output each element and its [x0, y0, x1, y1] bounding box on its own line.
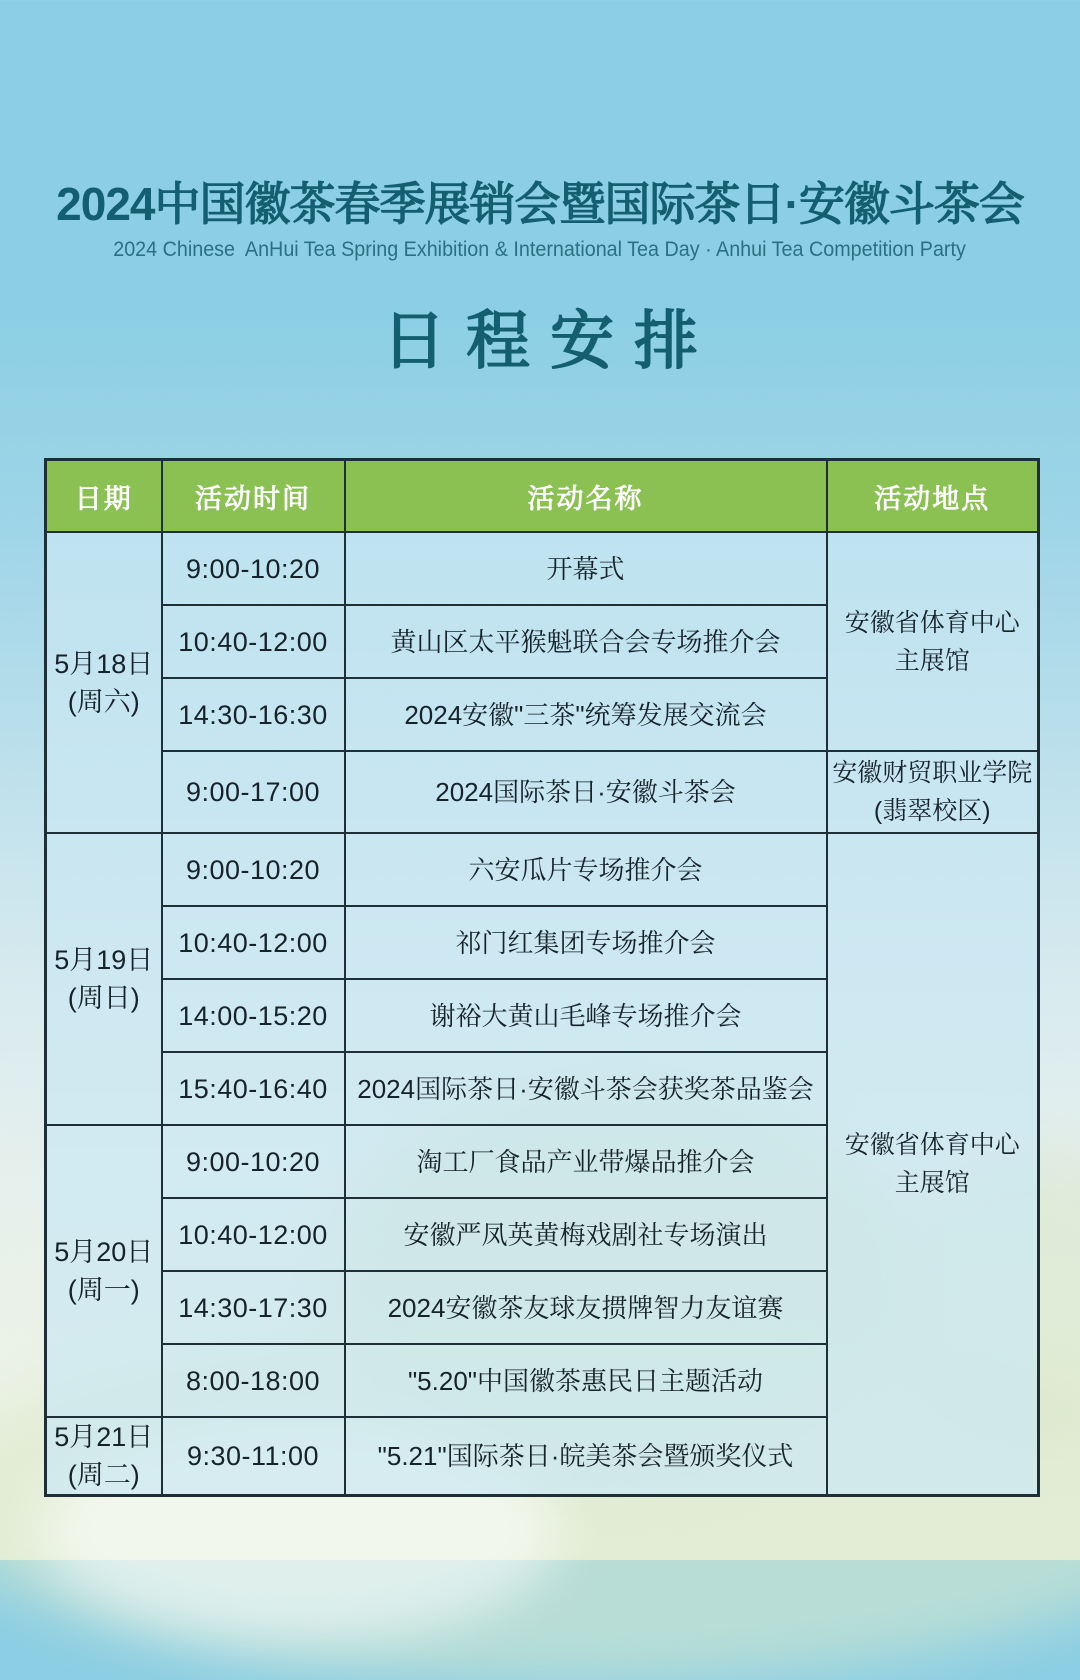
event-cell: "5.21"国际茶日·皖美茶会暨颁奖仪式 [345, 1417, 827, 1496]
time-cell: 9:00-10:20 [162, 833, 345, 906]
event-cell: 2024国际茶日·安徽斗茶会 [345, 751, 827, 833]
date-cell [46, 532, 162, 833]
event-cell: 开幕式 [345, 532, 827, 605]
col-header-time: 活动时间 [162, 460, 345, 533]
weekday-text: (周二) [67, 1460, 140, 1490]
table-row [46, 751, 1039, 833]
event-cell: 安徽严凤英黄梅戏剧社专场演出 [345, 1198, 827, 1271]
venue-line2: (翡翠校区) [873, 797, 991, 825]
date-text: 5月20日 [54, 1237, 154, 1267]
poster-title-en-text: 2024 Chinese AnHui Tea Spring Exhibition & International Tea Day · Anhui Tea Competition Party [113, 238, 967, 261]
venue-line2: 主展馆 [894, 1169, 970, 1197]
time-cell: 10:40-12:00 [162, 1198, 345, 1271]
schedule-table [44, 458, 1040, 1497]
table-row [46, 833, 1039, 906]
time-cell: 14:00-15:20 [162, 979, 345, 1052]
venue-line2: 主展馆 [894, 646, 970, 675]
time-cell: 10:40-12:00 [162, 605, 345, 678]
weekday-text: (周一) [67, 1275, 140, 1305]
venue-line1: 安徽财贸职业学院 [832, 759, 1033, 787]
time-cell: 8:00-18:00 [162, 1344, 345, 1417]
col-header-event: 活动名称 [345, 460, 827, 533]
time-cell: 15:40-16:40 [162, 1052, 345, 1125]
event-cell: 2024安徽"三茶"统筹发展交流会 [345, 678, 827, 751]
event-cell: 六安瓜片专场推介会 [345, 833, 827, 906]
time-cell: 9:00-17:00 [162, 751, 345, 833]
time-cell: 14:30-16:30 [162, 678, 345, 751]
event-cell: "5.20"中国徽茶惠民日主题活动 [345, 1344, 827, 1417]
event-cell: 黄山区太平猴魁联合会专场推介会 [345, 605, 827, 678]
event-cell: 2024安徽茶友球友掼牌智力友谊赛 [345, 1271, 827, 1344]
col-header-date: 日期 [46, 460, 162, 533]
table-header-row [46, 460, 1039, 533]
venue-cell [827, 751, 1039, 833]
time-cell: 9:30-11:00 [162, 1417, 345, 1496]
schedule-heading: 日程安排 [382, 305, 718, 377]
venue-line1: 安徽省体育中心 [844, 1131, 1020, 1159]
venue-line1: 安徽省体育中心 [844, 608, 1020, 637]
date-text: 5月18日 [54, 648, 154, 679]
time-cell: 9:00-10:20 [162, 532, 345, 605]
date-text: 5月19日 [54, 945, 154, 975]
poster-title-en [0, 238, 1080, 262]
event-cell: 祁门红集团专场推介会 [345, 906, 827, 979]
date-cell [46, 833, 162, 1125]
date-cell [46, 1417, 162, 1496]
time-cell: 10:40-12:00 [162, 906, 345, 979]
col-header-venue: 活动地点 [827, 460, 1039, 533]
venue-cell [827, 833, 1039, 1496]
table-row [46, 532, 1039, 605]
event-cell: 2024国际茶日·安徽斗茶会获奖茶品鉴会 [345, 1052, 827, 1125]
venue-cell [827, 532, 1039, 751]
weekday-text: (周日) [67, 983, 140, 1013]
date-text: 5月21日 [54, 1422, 154, 1452]
weekday-text: (周六) [67, 686, 140, 717]
event-cell: 谢裕大黄山毛峰专场推介会 [345, 979, 827, 1052]
poster-title-cn: 2024中国徽茶春季展销会暨国际茶日·安徽斗茶会 [56, 178, 1024, 230]
time-cell: 9:00-10:20 [162, 1125, 345, 1198]
date-cell [46, 1125, 162, 1417]
event-cell: 淘工厂食品产业带爆品推介会 [345, 1125, 827, 1198]
time-cell: 14:30-17:30 [162, 1271, 345, 1344]
